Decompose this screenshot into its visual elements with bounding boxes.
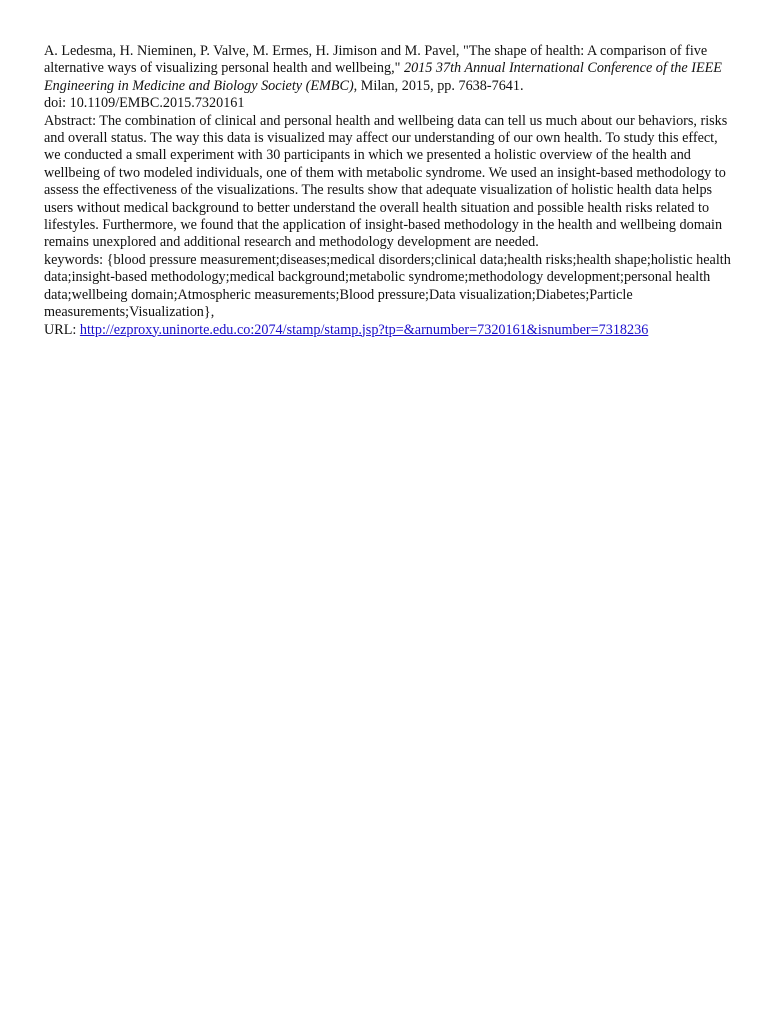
citation-document	[44, 43, 732, 339]
citation-venue-tail: , Milan, 2015, pp. 7638-7641.	[353, 77, 524, 94]
url-line	[44, 322, 732, 339]
citation-authors-title: A. Ledesma, H. Nieminen, P. Valve, M. Ermes, H. Jimison and M. Pavel, "The shape of health: A comparison of five alternative ways of visualizing personal health and wellbeing,"	[44, 43, 708, 77]
citation-venue: 2015 37th Annual International Conference of the IEEE Engineering in Medicine and Biology Society (EMBC)	[44, 60, 722, 94]
keywords-text: keywords: {blood pressure measurement;diseases;medical disorders;clinical data;health risks;health shape;holistic health data;insight-based methodology;medical background;metabolic syndrome;methodology development;personal health data;wellbeing domain;Atmospheric measurements;Blood pressure;Data visualization;Diabetes;Particle measurements;Visualization},	[44, 251, 731, 321]
citation-reference	[44, 43, 732, 95]
url-label: URL:	[44, 321, 80, 338]
abstract-text: Abstract: The combination of clinical and personal health and wellbeing data can tell us much about our behaviors, risks and overall status. The way this data is visualized may affect our understanding of our own health. To study this effect, we conducted a small experiment with 30 participants in which we presented a holistic overview of the health and wellbeing of two modeled individuals, one of them with metabolic syndrome. We used an insight-based methodology to assess the effectiveness of the visualizations. The results show that adequate visualization of holistic health data helps users without medical background to better understand the overall health situation and possible health risks related to lifestyles. Furthermore, we found that the application of insight-based methodology in the health and wellbeing domain remains unexplored and additional research and methodology development are needed.	[44, 112, 728, 251]
url-link[interactable]: http://ezproxy.uninorte.edu.co:2074/stamp/stamp.jsp?tp=&arnumber=7320161&isnumber=7318236	[79, 321, 649, 338]
citation-doi: doi: 10.1109/EMBC.2015.7320161	[44, 95, 245, 112]
